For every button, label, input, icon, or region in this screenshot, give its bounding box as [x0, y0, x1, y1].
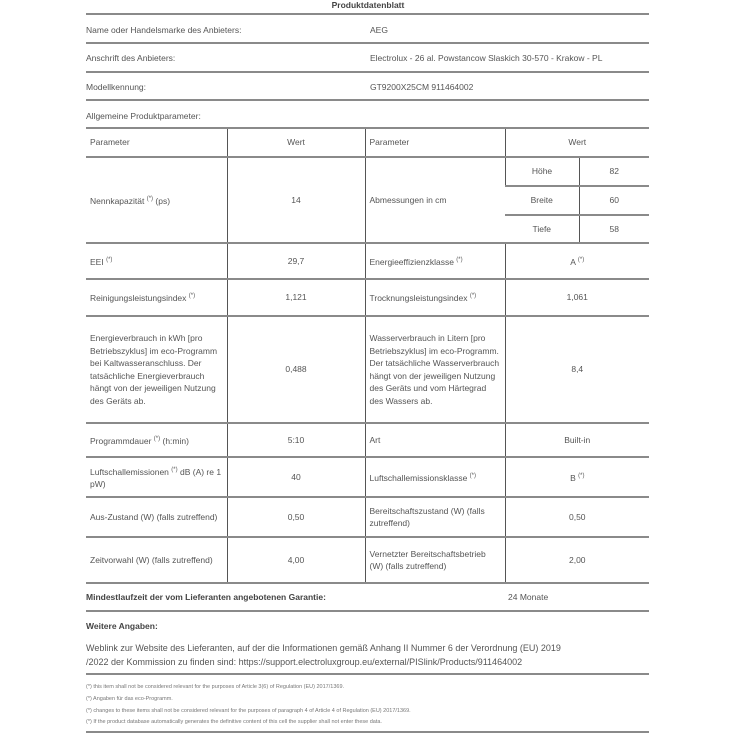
header-parameter: Parameter: [365, 129, 505, 157]
footnote-ref: (*): [469, 293, 477, 300]
supplier-address-value: Electrolux - 26 al. Powstancow Slaskich 30-570 - Krakow - PL: [370, 53, 603, 63]
cell-text: 29,7: [287, 255, 305, 266]
capacity-label: [86, 157, 227, 243]
cell-text: Energieverbrauch in kWh [pro Betriebszyklus] im eco-Programm bei Kaltwasseranschluss. Der tatsächliche Energieverbrauch hängt von der jeweiligen Nutzung des Geräts ab.: [90, 333, 218, 406]
footnote-ref: (*): [146, 195, 154, 202]
footnote-ref: (*): [577, 256, 585, 263]
parameter-label: [365, 497, 505, 537]
footnote-ref: (*): [456, 256, 463, 263]
footnote-ref: (*): [106, 256, 113, 263]
cell-text: Energieeffizienzklasse: [369, 256, 454, 267]
parameter-value: [227, 279, 365, 316]
unit-text: (h:min): [160, 435, 189, 446]
dim-value: 58: [579, 215, 649, 243]
cell-text: 8,4: [571, 364, 584, 375]
footnote-ref: (*): [171, 466, 178, 473]
parameter-value: [505, 316, 649, 423]
supplier-name-value: AEG: [370, 25, 388, 35]
parameter-table: [86, 129, 649, 584]
parameter-value: [505, 423, 649, 457]
supplier-address-label: Anschrift des Anbieters:: [86, 53, 176, 63]
cell-text: Aus-Zustand (W) (falls zutreffend): [90, 511, 218, 522]
parameter-label: [86, 423, 227, 457]
parameter-value: [227, 316, 365, 423]
parameter-label: [365, 537, 505, 583]
divider: [86, 42, 649, 44]
footnote: (*) If the product database automatically generates the definitive content of this cell the supplier shall not enter these data.: [86, 719, 382, 725]
table-row: [86, 157, 649, 186]
parameter-value: [227, 243, 365, 279]
footnote: (*) this item shall not be considered relevant for the purposes of Article 3(6) of Regulation (EU) 2017/1369.: [86, 684, 345, 690]
parameter-value: [505, 497, 649, 537]
header-value: Wert: [505, 129, 649, 157]
parameter-value: [505, 537, 649, 583]
model-value: GT9200X25CM 911464002: [370, 82, 474, 92]
cell-text: B: [570, 472, 576, 483]
cell-text: 0,488: [285, 364, 307, 375]
parameter-label: [365, 316, 505, 423]
parameter-value: [505, 279, 649, 316]
footnote-ref: (*): [469, 472, 477, 479]
cell-text: 40: [291, 471, 301, 482]
cell-text: Luftschallemissionsklasse: [369, 472, 468, 483]
table-row: [86, 497, 649, 537]
cell-text: 2,00: [568, 554, 586, 565]
cell-text: 0,50: [287, 511, 305, 522]
cell-text: Reinigungsleistungsindex: [90, 293, 187, 304]
parameter-value: [227, 457, 365, 497]
dim-key: Tiefe: [505, 215, 579, 243]
parameter-label: [365, 423, 505, 457]
footnote: (*) changes to these items shall not be considered relevant for the purposes of paragraph 4 of Article 4 of Regulation (EU) 2017/1369.: [86, 708, 411, 714]
parameter-label: [86, 316, 227, 423]
cell-text: 4,00: [287, 554, 305, 565]
unit-text: (ps): [153, 195, 171, 206]
divider: [86, 99, 649, 101]
cell-text: 0,50: [568, 511, 586, 522]
divider: [86, 13, 649, 15]
cell-text: Vernetzter Bereitschaftsbetrieb (W) (falls zutreffend): [369, 548, 486, 571]
warranty-label: Mindestlaufzeit der vom Lieferanten angebotenen Garantie:: [86, 592, 326, 602]
label-text: Nennkapazität: [90, 195, 145, 206]
cell-text: 1,061: [566, 292, 588, 303]
weblink-text[interactable]: /2022 der Kommission zu finden sind: https://support.electroluxgroup.eu/external/PISlink/Products/911464002: [86, 657, 523, 667]
parameter-label: [365, 457, 505, 497]
dim-value: 60: [579, 186, 649, 215]
cell-text: 5:10: [287, 434, 305, 445]
capacity-value: 14: [227, 157, 365, 243]
cell-text: Wasserverbrauch in Litern [pro Betriebszyklus] im eco-Programm. Der tatsächliche Wasserverbrauch hängt von der jeweiligen Nutzung des Geräts und vom Härtegrad des Wassers ab.: [369, 333, 500, 406]
general-heading: Allgemeine Produktparameter:: [86, 111, 201, 121]
footnote-ref: (*): [578, 472, 585, 479]
parameter-value: [505, 243, 649, 279]
page-title: Produktdatenblatt: [331, 0, 405, 10]
divider: [86, 610, 649, 612]
dimensions-label: Abmessungen in cm: [365, 157, 505, 243]
cell-text: Built-in: [564, 434, 591, 445]
cell-text: Zeitvorwahl (W) (falls zutreffend): [90, 554, 213, 565]
parameter-label: [86, 457, 227, 497]
model-label: Modellkennung:: [86, 82, 147, 92]
cell-text: EEI: [90, 256, 104, 267]
footnote-ref: (*): [188, 293, 196, 300]
dim-value: 82: [579, 157, 649, 186]
cell-text: 1,121: [285, 292, 307, 303]
table-row: [86, 243, 649, 279]
table-row: [86, 316, 649, 423]
warranty-value: 24 Monate: [508, 592, 549, 602]
cell-text: Trocknungsleistungsindex: [369, 293, 468, 304]
divider: [86, 731, 649, 733]
parameter-value: [227, 423, 365, 457]
cell-text: Luftschallemissionen: [90, 466, 169, 477]
weblink-text: Weblink zur Website des Lieferanten, auf der die Informationen gemäß Anhang II Nummer 6 der Verordnung (EU) 2019: [86, 643, 561, 653]
table-row: [86, 537, 649, 583]
parameter-value: [227, 497, 365, 537]
table-header-row: [86, 129, 649, 157]
parameter-label: [365, 243, 505, 279]
table-row: [86, 279, 649, 316]
parameter-value: [505, 457, 649, 497]
header-value: Wert: [227, 129, 365, 157]
cell-text: Bereitschaftszustand (W) (falls zutreffend): [369, 505, 485, 528]
divider: [86, 673, 649, 675]
parameter-value: [227, 537, 365, 583]
unit-text: dB (A) re 1 pW): [90, 466, 222, 489]
cell-text: Art: [369, 434, 381, 445]
parameter-label: [86, 243, 227, 279]
parameter-label: [86, 497, 227, 537]
table-row: [86, 423, 649, 457]
divider: [86, 71, 649, 73]
parameter-label: [86, 279, 227, 316]
dim-key: Breite: [505, 186, 579, 215]
footnote: (*) Angaben für das eco-Programm.: [86, 696, 173, 702]
header-parameter: Parameter: [86, 129, 227, 157]
parameter-label: [365, 279, 505, 316]
supplier-name-label: Name oder Handelsmarke des Anbieters:: [86, 25, 242, 35]
dim-key: Höhe: [505, 157, 579, 186]
footnote-ref: (*): [153, 435, 161, 442]
table-row: [86, 457, 649, 497]
more-heading: Weitere Angaben:: [86, 621, 158, 631]
cell-text: Programmdauer: [90, 435, 152, 446]
cell-text: A: [570, 256, 576, 267]
parameter-label: [86, 537, 227, 583]
